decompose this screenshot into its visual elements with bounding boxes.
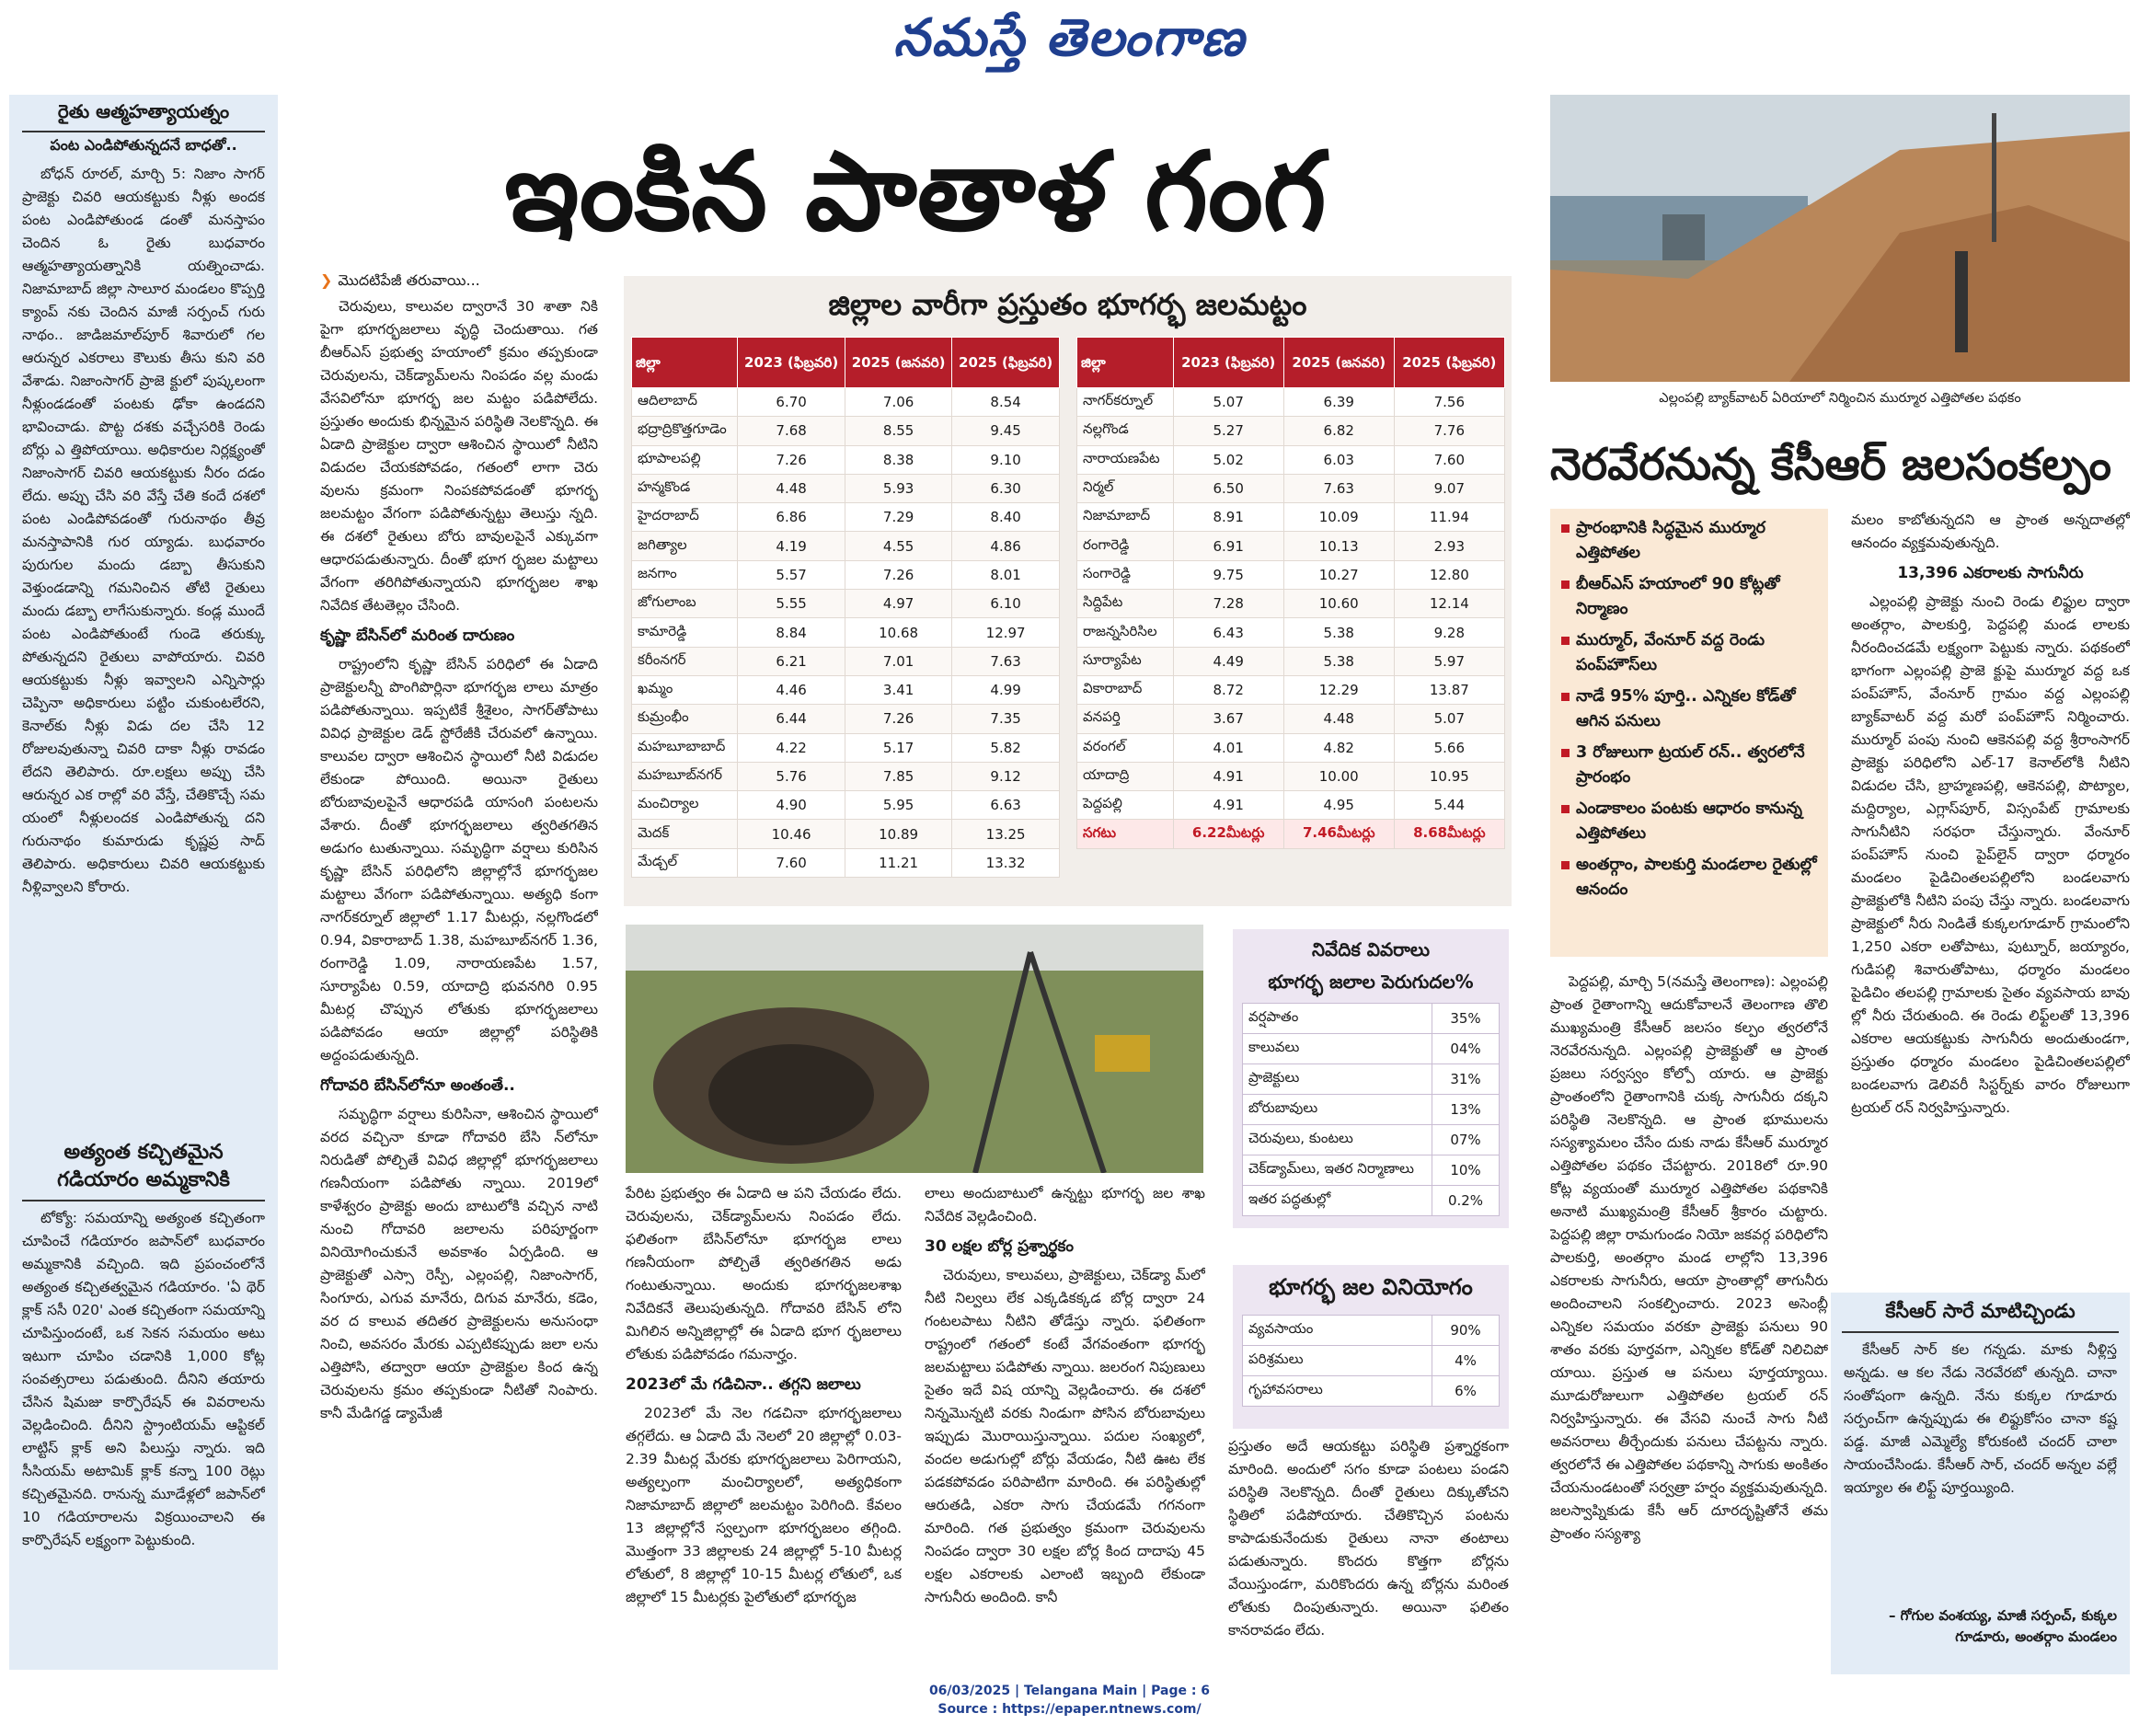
value-cell: 7.76	[1394, 417, 1504, 445]
district-cell: సూర్యాపేట	[1077, 647, 1174, 675]
table-row	[632, 675, 1060, 704]
value-cell: 12.80	[1394, 560, 1504, 589]
stat-row	[1243, 1034, 1500, 1064]
stat-label: వ్యవసాయం	[1243, 1316, 1432, 1346]
paragraph: 2023లో మే నెల గడచినా భూగర్భజలాలు తగ్గలేదు. ఆ ఏడాది మే నెలలో 20 జిల్లాల్లో 0.03-2.39 మీటర్ల మేరకు భూగర్భజలాలు పెరిగాయని, అత్యల్పంగా మంచిర్యాలలో, అత్యధికంగా నిజామాబాద్ జిల్లాలో జలమట్టం పెరిగింది. కేవలం 13 జిల్లాల్లోనే స్వల్పంగా భూగర్భజలం తగ్గింది. మొత్తంగా 33 జిల్లాలకు 24 జిల్లాల్లో 5-10 మీటర్ల లోతులో, 8 జిల్లాల్లో 10-15 మీటర్ల లోతులో, ఒక జిల్లాలో 15 మీటర్లకు పైలోతులో భూగర్భజ	[626, 1405, 902, 1605]
quote-title: కేసీఆర్ సారే మాటిచ్చిండు	[1842, 1300, 2119, 1333]
value-cell: 5.76	[738, 762, 845, 790]
masthead: నమస్తే తెలంగాణ	[893, 7, 1246, 68]
value-cell: 10.27	[1283, 560, 1394, 589]
value-cell: 4.86	[952, 532, 1060, 560]
district-cell: భూపాలపల్లి	[632, 445, 738, 474]
stat-value: 0.2%	[1432, 1186, 1500, 1216]
value-cell: 6.70	[738, 388, 845, 417]
value-cell: 5.27	[1173, 417, 1283, 445]
value-cell: 6.50	[1173, 474, 1283, 502]
value-cell: 12.29	[1283, 675, 1394, 704]
arrow-right-icon: ❯	[320, 271, 333, 289]
district-cell: కుమ్రంభీం	[632, 705, 738, 733]
headline: ఇంకిన పాతాళ గంగ	[504, 128, 1327, 255]
value-cell: 4.97	[845, 590, 951, 618]
quote-body: కేసీఆర్ సార్ కల గన్నడు. మాకు నీళ్లిస్త అన్నడు. ఆ కల నేడు నెరవేరబో తున్నది. చానా సంతోషంగా ఉన్నది. నేను కుక్కల గూడూరు సర్పంచ్‌గా ఉన్నప్పుడు ఈ లిఫ్టుకోసం చానా కష్ట పడ్డ. మాజీ ఎమ్మెల్యే కోరుకంటి చందర్ చాలా సాయంచేసిండు. కేసీఆర్ సార్, చందర్ అన్నల వల్లే ఇయ్యాల ఈ లిఫ్ట్ పూర్తయ్యింది.	[1844, 1341, 2117, 1496]
photo-lift-scheme-image	[1550, 95, 2130, 382]
district-cell: ఖమ్మం	[632, 675, 738, 704]
table-row	[1077, 560, 1505, 589]
value-cell: 4.19	[738, 532, 845, 560]
value-cell: 10.13	[1283, 532, 1394, 560]
district-cell: రంగారెడ్డి	[1077, 532, 1174, 560]
value-cell: 7.35	[952, 705, 1060, 733]
value-cell: 12.14	[1394, 590, 1504, 618]
district-cell: జగిత్యాల	[632, 532, 738, 560]
stat-value: 35%	[1432, 1004, 1500, 1034]
value-cell: 3.41	[845, 675, 951, 704]
value-cell: 8.38	[845, 445, 951, 474]
article-column-4	[1228, 1435, 1509, 1670]
value-cell: 7.63	[952, 647, 1060, 675]
value-cell: 6.21	[738, 647, 845, 675]
value-cell: 7.28	[1173, 590, 1283, 618]
value-cell: 7.60	[738, 848, 845, 877]
district-cell: రాజన్నసిరిసిల	[1077, 618, 1174, 647]
stat-row	[1243, 1064, 1500, 1095]
table-row	[1077, 474, 1505, 502]
paragraph: సమృద్ధిగా వర్షాలు కురిసినా, ఆశించిన స్థాయిలో వరద వచ్చినా కూడా గోదావరి బేసి న్‌లోనూ నిరుడితో పోల్చితే వివిధ జిల్లాల్లో భూగర్భజలాలు గణనీయంగా పడిపోతు న్నాయి. 2019లో కాళేశ్వరం ప్రాజెక్టు అందు బాటులోకి వచ్చిన నాటి నుంచి గోదావరి జలాలను పరిపూర్ణంగా వినియోగించుకునే అవకాశం ఏర్పడింది. ఆ ప్రాజెక్టుతో ఎస్సా రెస్పీ, ఎల్లంపల్లి, నిజాంసాగర్, సింగూరు, ఎగువ మానేరు, దిగువ మానేరు, కడెం, వర ద కాలువ తదితర ప్రాజెక్టులను అనుసంధా నించి, అవసరం మేరకు ఎప్పటికప్పుడు జలా లను ఎత్తిపోసి, తద్వారా ఆయా ప్రాజెక్టుల కింద ఉన్న చెరువులను క్రమం తప్పకుండా నీటితో నింపారు. కానీ మేడిగడ్డ డ్యామేజీ	[320, 1106, 598, 1421]
table-row	[1077, 705, 1505, 733]
footer-date-page: 06/03/2025 | Telangana Main | Page : 6	[928, 1684, 1211, 1698]
table-row	[1077, 647, 1505, 675]
table-row	[1077, 675, 1505, 704]
value-cell: 6.63	[952, 791, 1060, 820]
subhead-2023: 2023లో మే గడిచినా.. తగ్గని జలాలు	[626, 1375, 861, 1394]
table-header-cell: 2025 (జనవరి)	[845, 338, 951, 388]
value-cell: 5.02	[1173, 445, 1283, 474]
value-cell: 2.93	[1394, 532, 1504, 560]
value-cell: 4.22	[738, 733, 845, 762]
table-row	[632, 705, 1060, 733]
table-row	[1077, 388, 1505, 417]
value-cell: 4.90	[738, 791, 845, 820]
district-cell: భద్రాద్రికొత్తగూడెం	[632, 417, 738, 445]
photo-dried-well	[626, 925, 1203, 1173]
value-cell: 3.67	[1173, 705, 1283, 733]
value-cell: 8.72	[1173, 675, 1283, 704]
district-cell: జనగాం	[632, 560, 738, 589]
table-row	[1077, 503, 1505, 532]
stat-row	[1243, 1376, 1500, 1407]
district-cell: కరీంనగర్	[632, 647, 738, 675]
table-header-cell: 2023 (ఫిబ్రవరి)	[1173, 338, 1283, 388]
district-cell: మేడ్చల్	[632, 848, 738, 877]
groundwater-table-right	[1076, 337, 1505, 849]
table-title: జిల్లాల వారీగా ప్రస్తుతం భూగర్భ జలమట్టం	[828, 287, 1307, 322]
district-cell: యాదాద్రి	[1077, 762, 1174, 790]
value-cell: 6.10	[952, 590, 1060, 618]
stat-value: 90%	[1432, 1316, 1500, 1346]
value-cell: 5.66	[1394, 733, 1504, 762]
value-cell: 6.86	[738, 503, 845, 532]
value-cell: 12.97	[952, 618, 1060, 647]
value-cell: 7.68	[738, 417, 845, 445]
table-row	[1077, 417, 1505, 445]
value-cell: 6.43	[1173, 618, 1283, 647]
paragraph: లాలు అందుబాటులో ఉన్నట్టు భూగర్భ జల శాఖ నివేదిక వెల్లడించింది.	[925, 1185, 1205, 1224]
water-use-table	[1242, 1315, 1500, 1407]
table-row	[1077, 733, 1505, 762]
district-cell: మెదక్	[632, 820, 738, 848]
stats-table	[1242, 1003, 1500, 1216]
stat-row	[1243, 1125, 1500, 1155]
table-header-cell: 2025 (జనవరి)	[1283, 338, 1394, 388]
table-row	[632, 820, 1060, 848]
photo-caption-top: ఎల్లంపల్లి బ్యాక్‌వాటర్ ఏరియాలో నిర్మించిన ముర్మూర ఎత్తిపోతల పథకం	[1659, 391, 2021, 406]
stat-value: 07%	[1432, 1125, 1500, 1155]
value-cell: 10.60	[1283, 590, 1394, 618]
value-cell: 9.28	[1394, 618, 1504, 647]
value-cell: 4.46	[738, 675, 845, 704]
value-cell: 7.06	[845, 388, 951, 417]
average-row	[1077, 820, 1505, 848]
table-row	[1077, 791, 1505, 820]
stat-row	[1243, 1095, 1500, 1125]
value-cell: 13.25	[952, 820, 1060, 848]
table-row	[632, 560, 1060, 589]
highlight-item: నాడే 95% పూర్తి.. ఎన్నికల కోడ్‌తో ఆగిన పనులు	[1559, 684, 1819, 734]
value-cell: 6.82	[1283, 417, 1394, 445]
subhead-borewells: 30 లక్షల బోర్ల ప్రశ్నార్థకం	[925, 1237, 1074, 1256]
district-cell: మహబూబ్‌నగర్	[632, 762, 738, 790]
average-value: 8.68మీటర్లు	[1394, 820, 1504, 848]
stat-value: 04%	[1432, 1034, 1500, 1064]
value-cell: 10.68	[845, 618, 951, 647]
groundwater-table-box	[624, 276, 1512, 906]
photo-dried-well-image	[626, 925, 1203, 1173]
value-cell: 7.26	[738, 445, 845, 474]
highlight-item: ముర్మూర్, వేంనూర్ వద్ద రెండు పంప్‌హౌస్‌లు	[1559, 628, 1819, 678]
table-row	[632, 532, 1060, 560]
sidebar-title-2b: గడియారం అమ్మకానికి	[22, 1168, 265, 1201]
paragraph: పెద్దపల్లి, మార్చి 5(నమస్తే తెలంగాణ): ఎల్లంపల్లి ప్రాంత రైతాంగాన్ని ఆదుకోవాలనే తెలంగాణ తొలి ముఖ్యమంత్రి కేసీఆర్ జలసం కల్పం త్వరలోనే నెరవేరనున్నది. ఎల్లంపల్లి ప్రాజెక్టుతో ఆ ప్రాంత ప్రజలు సర్వస్వం కోల్పో యారు. ఆ ప్రాజెక్టు ప్రాంతంలోని రైతాంగానికి చుక్క సాగునీరు దక్కని పరిస్థితి నెలకొన్నది. ఆ ప్రాంత భూములను సస్యశ్యామలం చేసేం దుకు నాడు కేసీఆర్ ముర్మూర ఎత్తిపోతల పథకం చేపట్టారు. 2018లో రూ.90 కోట్ల వ్యయంతో ముర్మూర ఎత్తిపోతల పథకానికి అనాటి ముఖ్యమంత్రి కేసీఆర్ శ్రీకారం చుట్టారు. పెద్దపల్లి జిల్లా రామగుండం నియో జకవర్గ పరిధిలోని పాలకుర్తి, అంతర్గాం మండ లాల్లోని 13,396 ఎకరాలకు సాగునీరు, ఆయా ప్రాంతాల్లో తాగునీరు అందించాలని సంకల్పించారు. 2023 అసెంబ్లీ ఎన్నికల సమయం వరకూ ప్రాజెక్టు పనులు 90 శాతం వరకు పూర్తవగా, ఎన్నికల కోడ్‌తో నిలిచిపో యాయి. ప్రస్తుత ఆ పనులు పూర్తయ్యాయి. మూడురోజులుగా ఎత్తిపోతల ట్రయల్ రన్ నిర్వహిస్తున్నారు. ఈ వేసవి నుంచే సాగు నీటి అవసరాలు తీర్చేందుకు పనులు చేపట్టను న్నారు. త్వరలోనే ఈ ఎత్తిపోతల పథకాన్ని సాగుకు అంకితం చేయనుండటంతో సర్వత్రా హర్షం వ్యక్తమవుతున్నది. జలస్వాప్నికుడు కేసీ ఆర్ దూరదృష్టితోనే తమ ప్రాంతం సస్యశ్యా	[1550, 973, 1828, 1542]
paragraph: రాష్ట్రంలోని కృష్ణా బేసిన్ పరిధిలో ఈ ఏడాది ప్రాజెక్టులన్నీ పొంగిపొర్లినా భూగర్భజ లాలు మాత్రం పడిపోతున్నాయి. ఇప్పటికే శ్రీశైలం, సాగర్‌తోపాటు వివిధ ప్రాజెక్టుల డెడ్ స్టోరేజీకి చేరువలో ఉన్నాయి. కాలువల ద్వారా ఆశించిన స్థాయిలో నీటి విడుదల లేకుండా పోయింది. అయినా రైతులు బోరుబావులపైనే ఆధారపడి యాసంగి పంటలను వేశారు. దీంతో భూగర్భజలాలు త్వరితగతిన అడుగం టుతున్నాయి. సమృద్ధిగా వర్షాలు కురిసిన కృష్ణా బేసిన్ పరిధిలోని జిల్లాల్లోనే భూగర్భజల మట్టాలు వేగంగా పడిపోతున్నాయి. అత్యధి కంగా నాగర్‌కర్నూల్ జిల్లాలో 1.17 మీటర్లు, నల్లగొండలో 0.94, వికారాబాద్ 1.38, మహబూబ్‌నగర్ 1.36, రంగారెడ్డి 1.09, నారాయణపేట 1.57, సూర్యాపేట 0.59, యాదాద్రి భువనగిరి 0.95 మీటర్ల చొప్పున లోతుకు భూగర్భజలాలు పడిపోవడం ఆయా జిల్లాల్లో పరిస్థితికి అద్దంపడుతున్నది.	[320, 656, 598, 1063]
value-cell: 10.46	[738, 820, 845, 848]
value-cell: 10.89	[845, 820, 951, 848]
table-row	[1077, 532, 1505, 560]
district-cell: జోగులాంబ	[632, 590, 738, 618]
value-cell: 13.32	[952, 848, 1060, 877]
value-cell: 10.00	[1283, 762, 1394, 790]
highlight-item: 3 రోజులుగా ట్రయల్ రన్.. త్వరలోనే ప్రారంభం	[1559, 741, 1819, 790]
article-column-2	[626, 1182, 902, 1670]
value-cell: 13.87	[1394, 675, 1504, 704]
table-row	[1077, 618, 1505, 647]
value-cell: 4.82	[1283, 733, 1394, 762]
water-use-title: భూగర్భ జల వినియోగం	[1269, 1274, 1473, 1300]
sidebar-title-2a: అత్యంత కచ్చితమైన	[63, 1141, 224, 1164]
district-cell: మంచిర్యాల	[632, 791, 738, 820]
value-cell: 7.85	[845, 762, 951, 790]
value-cell: 7.01	[845, 647, 951, 675]
table-header-cell: జిల్లా	[1077, 338, 1174, 388]
groundwater-table-left	[631, 337, 1060, 878]
footer-source: Source : https://epaper.ntnews.com/	[937, 1702, 1202, 1717]
stat-label: గృహావసరాలు	[1243, 1376, 1432, 1407]
highlights-list	[1550, 509, 1828, 916]
subhead-acres: 13,396 ఎకరాలకు సాగునీరు	[1897, 564, 2084, 582]
paragraph: ప్రస్తుతం అదే ఆయకట్టు పరిస్థితి ప్రశ్నార్థకంగా మారింది. అందులో సగం కూడా పంటలు పండని పరిస్థితి నెలకొన్నది. దీంతో రైతులు దిక్కుతోచని స్థితిలో పడిపోయారు. చేతికొచ్చిన పంటను కాపాడుకునేందుకు రైతులు నానా తంటాలు పడుతున్నారు. కొందరు కొత్తగా బోర్లను వేయిస్తుండగా, మరికొందరు ఉన్న బోర్లను మరింత లోతుకు దింపుతున్నారు. అయినా ఫలితం కానరావడం లేదు.	[1228, 1438, 1509, 1638]
sidebar-body: బోధన్ రూరల్, మార్చి 5: నిజాం సాగర్ ప్రాజెక్టు చివరి ఆయకట్టుకు నీళ్లు అందక పంట ఎండిపోతుండ డంతో మనస్తాపం చెందిన ఓ రైతు బుధవారం ఆత్మహత్యాయత్నానికి యత్నించాడు. నిజామాబాద్ జిల్లా సాలూర మండలం కొప్పర్తి క్యాంప్ నకు చెందిన మాజీ సర్పంచ్ గురు నాథం.. జాడిజమాల్‌పూర్ శివారులో గల ఆరున్నర ఎకరాలు కౌలుకు తీసు కుని వరి వేశాడు. నిజాంసాగర్ ప్రాజె క్టులో పుష్కలంగా నీళ్లుండడంతో పంటకు ఢోకా ఉండదని భావించాడు. పొట్ట దశకు వచ్చేసరికి రెండు బోర్లు ఎ త్తిపోయాయి. అధికారుల నిర్లక్ష్యంతో నిజాంసాగర్ చివరి ఆయకట్టుకు నీరం దడం లేదు. అప్పు చేసి వరి వేస్తే చేతి కందే దశలో పంట ఎండిపోవడంతో గురునాథం తీవ్ర మనస్తాపానికి గుర య్యాడు. బుధవారం పురుగుల మందు డబ్బా తీసుకుని వెళ్తుండడాన్ని గమనించిన తోటి రైతులు మందు డబ్బా లాగేసుకున్నారు. కండ్ల ముందే పంట ఎండిపోతుంటే గుండె తరుక్కు పోతున్నదని రైతులు వాపోయారు. చివరి ఆయకట్టుకు నీళ్లు ఇవ్వాలని ఎన్నిసార్లు చెప్పినా అధికారులు పట్టిం చుకుంటలేరని, కెనాల్‌కు నీళ్లు విడు దల చేసి 12 రోజులవుతున్నా చివరి దాకా నీళ్లు రావడం లేదని తెలిపారు. రూ.లక్షలు అప్పు చేసి ఆరున్నర ఎక రాల్లో వరి వేస్తే, చేతికొచ్చే సమ యంలో నీళ్లులందక ఎండిపోతున్న దని గురునాథం కుమారుడు కృష్ణప్ర సాద్ తెలిపారు. అధికారులు చివరి ఆయకట్టుకు నీళ్లివ్వాలని కోరారు.	[22, 166, 265, 895]
value-cell: 4.99	[952, 675, 1060, 704]
continued-note: ❯ మొదటిపేజీ తరువాయి...	[320, 271, 480, 289]
district-cell: వరంగల్	[1077, 733, 1174, 762]
table-row	[632, 417, 1060, 445]
value-cell: 5.57	[738, 560, 845, 589]
district-cell: సిద్దిపేట	[1077, 590, 1174, 618]
table-row	[632, 474, 1060, 502]
right-article-column-2	[1851, 509, 2130, 1282]
highlight-item: ఎండాకాలం పంటకు ఆధారం కానున్న ఎత్తిపోతలు	[1559, 797, 1819, 846]
table-row	[632, 647, 1060, 675]
district-cell: పెద్దపల్లి	[1077, 791, 1174, 820]
value-cell: 7.56	[1394, 388, 1504, 417]
paragraph: పేరిట ప్రభుత్వం ఈ ఏడాది ఆ పని చేయడం లేదు. చెరువులను, చెక్‌డ్యామ్‌లను నింపడం లేదు. ఫలితంగా బేసిన్‌లోనూ భూగర్భజ లాలు గణనీయంగా పోల్చితే త్వరితగతిన అడు గంటుతున్నాయి. అందుకు భూగర్భజలశాఖ నివేదికనే తెలుపుతున్నది. గోదావరి బేసిన్ లోని మిగిలిన అన్నిజిల్లాల్లో ఈ ఏడాది భూగ ర్భజలాలు లోతుకు పడిపోవడం గమనార్హం.	[626, 1185, 902, 1362]
table-row	[632, 503, 1060, 532]
article-column-1	[320, 269, 598, 1667]
value-cell: 8.40	[952, 503, 1060, 532]
value-cell: 9.75	[1173, 560, 1283, 589]
stat-value: 10%	[1432, 1155, 1500, 1186]
value-cell: 6.30	[952, 474, 1060, 502]
value-cell: 4.48	[1283, 705, 1394, 733]
average-value: 6.22మీటర్లు	[1173, 820, 1283, 848]
district-cell: నాగర్‌కర్నూల్	[1077, 388, 1174, 417]
average-label: సగటు	[1077, 820, 1174, 848]
table-row	[632, 618, 1060, 647]
table-row	[1077, 445, 1505, 474]
table-header-cell: 2023 (ఫిబ్రవరి)	[738, 338, 845, 388]
value-cell: 5.97	[1394, 647, 1504, 675]
district-cell: మహబూబాబాద్	[632, 733, 738, 762]
stat-label: ప్రాజెక్టులు	[1243, 1064, 1432, 1095]
district-cell: సంగారెడ్డి	[1077, 560, 1174, 589]
sidebar-subtitle: పంట ఎండిపోతున్నదనే బాధతో..	[50, 136, 237, 154]
left-sidebar-box	[9, 95, 278, 1670]
paragraph: చెరువులు, కాలువల ద్వారానే 30 శాతా నికి పైగా భూగర్భజలాలు వృద్ధి చెందుతాయి. గత బీఆర్‌ఎస్ ప్రభుత్వ హయాంలో క్రమం తప్పకుండా చెరువులను, చెక్‌డ్యామ్‌లను నింపడం వల్ల మండు వేసవిలోనూ భూగర్భ జల మట్టం పడిపోలేదు. ప్రస్తుతం అందుకు భిన్నమైన పరిస్థితి నెలకొన్నది. ఈ ఏడాది ప్రాజెక్టుల ద్వారా ఆశించిన స్థాయిలో నీటిని విడుదల చేయకపోవడం, గతంలో లాగా చెరు వులను క్రమంగా నింపకపోవడంతో భూగర్భ జలమట్టం వేగంగా పడిపోతున్నట్టు తెలుస్తు న్నది. ఈ దశలో రైతులు బోరు బావులపైనే ఎక్కువగా ఆధారపడుతున్నారు. దీంతో భూగ ర్భజల మట్టాలు వేగంగా తరిగిపోతున్నాయని భూగర్భజల శాఖ నివేదిక తేటతెల్లం చేసింది.	[320, 298, 598, 614]
district-cell: నిర్మల్	[1077, 474, 1174, 502]
stat-value: 6%	[1432, 1376, 1500, 1407]
quote-box	[1831, 1293, 2130, 1674]
value-cell: 6.44	[738, 705, 845, 733]
value-cell: 9.12	[952, 762, 1060, 790]
table-row	[632, 762, 1060, 790]
table-row	[632, 590, 1060, 618]
table-row	[632, 445, 1060, 474]
stat-label: పరిశ్రమలు	[1243, 1346, 1432, 1376]
report-stats-box	[1233, 929, 1509, 1228]
highlight-item: ప్రారంభానికి సిద్ధమైన ముర్మూర ఎత్తిపోతల	[1559, 516, 1819, 566]
district-cell: వికారాబాద్	[1077, 675, 1174, 704]
value-cell: 8.55	[845, 417, 951, 445]
value-cell: 6.03	[1283, 445, 1394, 474]
value-cell: 5.55	[738, 590, 845, 618]
table-header-cell: 2025 (ఫిబ్రవరి)	[1394, 338, 1504, 388]
stat-row	[1243, 1316, 1500, 1346]
district-cell: నిజామాబాద్	[1077, 503, 1174, 532]
right-article-column-1	[1550, 971, 1828, 1670]
subhead-krishna: కృష్ణా బేసిన్‌లో మరింత దారుణం	[320, 627, 515, 645]
value-cell: 4.55	[845, 532, 951, 560]
value-cell: 9.45	[952, 417, 1060, 445]
stat-label: బోరుబావులు	[1243, 1095, 1432, 1125]
quote-attribution: – గోగుల వంశయ్య, మాజీ సర్పంచ్, కుక్కల గూడూరు, అంతర్గాం మండలం	[1888, 1607, 2117, 1645]
table-header-cell: జిల్లా	[632, 338, 738, 388]
stat-label: వర్షపాతం	[1243, 1004, 1432, 1034]
value-cell: 11.21	[845, 848, 951, 877]
value-cell: 6.91	[1173, 532, 1283, 560]
district-cell: కామారెడ్డి	[632, 618, 738, 647]
value-cell: 9.07	[1394, 474, 1504, 502]
value-cell: 4.95	[1283, 791, 1394, 820]
value-cell: 5.07	[1394, 705, 1504, 733]
table-header-cell: 2025 (ఫిబ్రవరి)	[952, 338, 1060, 388]
value-cell: 4.48	[738, 474, 845, 502]
value-cell: 11.94	[1394, 503, 1504, 532]
stat-row	[1243, 1186, 1500, 1216]
average-value: 7.46మీటర్లు	[1283, 820, 1394, 848]
table-row	[632, 388, 1060, 417]
value-cell: 8.91	[1173, 503, 1283, 532]
value-cell: 7.26	[845, 560, 951, 589]
stats-subtitle: భూగర్భ జలాల పెరుగుదల%	[1268, 971, 1474, 993]
value-cell: 4.01	[1173, 733, 1283, 762]
sidebar-body-2: టోక్యో: సమయాన్ని అత్యంత కచ్చితంగా చూపించే గడియారం జపాన్‌లో బుధవారం అమ్మకానికి వచ్చింది. ఇది ప్రపంచంలోనే అత్యంత కచ్చితత్వమైన గడియారం. 'ఏ థెర్ క్లాక్ ససీ 020' ఎంత కచ్చితంగా సమయాన్ని చూపిస్తుందంటే, ఒక సెకన సమయం అటు ఇటుగా చూపిం చడానికి 1,000 కోట్ల సంవత్సరాలు పడుతుంది. దీనిని తయారు చేసిన షిమజు కార్పొరేషన్ ఈ వివరాలను వెల్లడించింది. దీనిని స్ట్రాంటియమ్ ఆప్టికల్ లాట్టిస్ క్లాక్ అని పిలుస్తు న్నారు. ఇది సీసియమ్ అటామిక్ క్లాక్ కన్నా 100 రెట్లు కచ్చితమైనది. రానున్న మూడేళ్లలో జపాన్‌లో 10 గడియారాలను విక్రయించాలని ఈ కార్పొరేషన్ లక్ష్యంగా పెట్టుకుంది.	[22, 1210, 265, 1548]
subhead-godavari: గోదావరి బేసిన్‌లోనూ అంతంతే..	[320, 1076, 515, 1095]
table-row	[632, 848, 1060, 877]
value-cell: 5.17	[845, 733, 951, 762]
value-cell: 7.26	[845, 705, 951, 733]
district-cell: నల్లగొండ	[1077, 417, 1174, 445]
value-cell: 7.60	[1394, 445, 1504, 474]
district-cell: ఆదిలాబాద్	[632, 388, 738, 417]
value-cell: 5.44	[1394, 791, 1504, 820]
value-cell: 5.95	[845, 791, 951, 820]
stat-row	[1243, 1155, 1500, 1186]
value-cell: 10.95	[1394, 762, 1504, 790]
stat-value: 13%	[1432, 1095, 1500, 1125]
highlight-item: బీఆర్‌ఎస్ హయాంలో 90 కోట్లతో నిర్మాణం	[1559, 572, 1819, 622]
stat-value: 4%	[1432, 1346, 1500, 1376]
stat-label: ఇతర పద్ధతుల్లో	[1243, 1186, 1432, 1216]
stat-label: చెక్‌డ్యామ్‌లు, ఇతర నిర్మాణాలు	[1243, 1155, 1432, 1186]
stat-label: కాలువలు	[1243, 1034, 1432, 1064]
water-use-box	[1233, 1265, 1509, 1429]
value-cell: 5.82	[952, 733, 1060, 762]
value-cell: 6.39	[1283, 388, 1394, 417]
table-row	[1077, 762, 1505, 790]
district-cell: వనపర్తి	[1077, 705, 1174, 733]
value-cell: 7.29	[845, 503, 951, 532]
value-cell: 5.38	[1283, 647, 1394, 675]
stat-row	[1243, 1004, 1500, 1034]
table-row	[632, 791, 1060, 820]
table-row	[1077, 590, 1505, 618]
value-cell: 10.09	[1283, 503, 1394, 532]
value-cell: 4.91	[1173, 791, 1283, 820]
district-cell: నారాయణపేట	[1077, 445, 1174, 474]
stat-value: 31%	[1432, 1064, 1500, 1095]
value-cell: 5.38	[1283, 618, 1394, 647]
paragraph: చెరువులు, కాలువలు, ప్రాజెక్టులు, చెక్‌డ్యా మ్‌లో నీటి నిల్వలు లేక ఎక్కడికక్కడ బోర్ల ద్వారా 24 గంటలపాటు నీటిని తోడేస్తు న్నారు. ఫలితంగా రాష్ట్రంలో గతంలో కంటే వేగవంతంగా భూగర్భ జలమట్టాలు పడిపోతు న్నాయి. జలరంగ నిపుణులు సైతం ఇదే విష యాన్ని వెల్లడించారు. ఈ దశలో నిన్నమొన్నటి వరకు నిండుగా పోసిన బోరుబావులు ఇప్పుడు మొరాయిస్తున్నాయి. పదుల సంఖ్యలో, వందల అడుగుల్లో బోర్లు వేయడం, నీటి ఊట లేక పడకపోవడం పరిపాటిగా మారింది. ఈ పరిస్థితుల్లో ఆరుతడి, ఎకరా సాగు చేయడమే గగనంగా మారింది. గత ప్రభుత్వం క్రమంగా చెరువులను నింపడం ద్వారా 30 లక్షల బోర్ల కింద దాదాపు 45 లక్షల ఎకరాలకు ఎలాంటి ఇబ్బంది లేకుండా సాగునీరు అందింది. కానీ	[925, 1267, 1205, 1605]
value-cell: 9.10	[952, 445, 1060, 474]
sidebar-title: రైతు ఆత్మహత్యాయత్నం	[22, 100, 265, 132]
value-cell: 4.49	[1173, 647, 1283, 675]
article-column-3	[925, 1182, 1205, 1670]
value-cell: 8.54	[952, 388, 1060, 417]
photo-lift-scheme	[1550, 95, 2130, 382]
district-cell: హైదరాబాద్	[632, 503, 738, 532]
paragraph: మలం కాబోతున్నదని ఆ ప్రాంత అన్నదాతల్లో ఆనందం వ్యక్తమవుతున్నది.	[1851, 512, 2130, 551]
table-row	[632, 733, 1060, 762]
value-cell: 5.93	[845, 474, 951, 502]
district-cell: హన్మకొండ	[632, 474, 738, 502]
value-cell: 5.07	[1173, 388, 1283, 417]
value-cell: 4.91	[1173, 762, 1283, 790]
value-cell: 8.01	[952, 560, 1060, 589]
highlights-box	[1550, 509, 1828, 957]
right-headline: నెరవేరనున్న కేసీఆర్ జలసంకల్పం	[1550, 439, 2111, 490]
stat-row	[1243, 1346, 1500, 1376]
value-cell: 8.84	[738, 618, 845, 647]
paragraph: ఎల్లంపల్లి ప్రాజెక్టు నుంచి రెండు లిఫ్టుల ద్వారా అంతర్గాం, పాలకుర్తి, పెద్దపల్లి మండ లాలకు నీరందించడమే లక్ష్యంగా పెట్టుకు న్నారు. పథకంలో భాగంగా ఎల్లంపల్లి ప్రాజె క్టుపై ముర్మూర వద్ద ఒక పంప్‌హౌస్, వేంనూర్ గ్రామం వద్ద ఎల్లంపల్లి బ్యాక్‌వాటర్ వద్ద మరో పంప్‌హౌస్ నిర్మించారు. ముర్మూర్ పంపు నుంచి ఆకెనపల్లి వద్ద శ్రీరాంసాగర్ ప్రాజెక్టు పరిధిలోని ఎల్-17 కెనాల్‌లోకి నీటిని విడుదల చేసి, బ్రాహ్మణపల్లి, ఆకెనపల్లి, పొట్యాల, మద్దిర్యాల, ఎగ్లాస్‌పూర్, విస్సంపేట్ గ్రామాలకు సాగునీటిని సరఫరా చేస్తున్నారు. వేంనూర్ పంప్‌హౌస్ నుంచి పైప్‌లైన్ ద్వారా ధర్మారం మండలం పైడిచింతలపల్లిలోని బండలవాగు ప్రాజెక్టులోకి నీటిని పంపు చేస్తు న్నారు. బండలవాగు ప్రాజెక్టులో నీరు నిండితే కుక్కలగూడూర్ గ్రామంలోని 1,250 ఎకరా లతోపాటు, పుట్నూర్, జయ్యారం, గుడిపల్లి శివారుతోపాటు, ధర్మారం మండలం పైడిచిం తలపల్లి గ్రామాలకు సైతం వ్యవసాయ బావు ల్లో నీరు చేరుతుంది. ఈ రెండు లిఫ్ట్‌లతో 13,396 ఎకరాల ఆయకట్టుకు సాగునీరు అందుతుండగా, ప్రస్తుతం ధర్మారం మండలం పైడిచింతలపల్లిలో బండలవాగు డెలివరీ సిస్టర్న్‌కు వారం రోజులుగా ట్రయల్ రన్ నిర్వహిస్తున్నారు.	[1851, 593, 2130, 1116]
value-cell: 7.63	[1283, 474, 1394, 502]
stat-label: చెరువులు, కుంటలు	[1243, 1125, 1432, 1155]
stats-title: నివేదిక వివరాలు	[1311, 938, 1431, 960]
highlight-item: అంతర్గాం, పాలకుర్తి మండలాల రైతుల్లో ఆనందం	[1559, 853, 1819, 902]
